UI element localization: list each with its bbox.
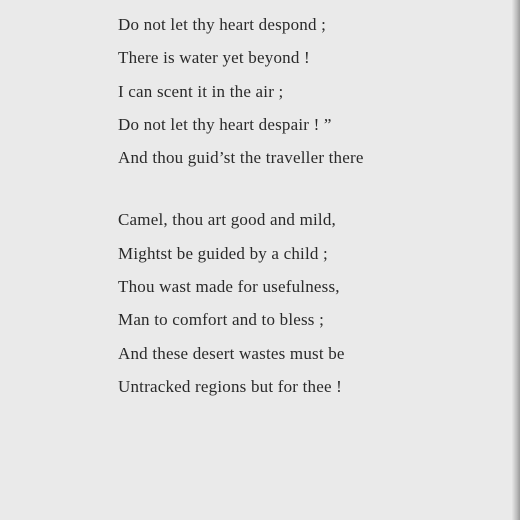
stanza-1 <box>118 13 364 179</box>
poem-line: Camel, thou art good and mild, <box>118 210 336 230</box>
poem-line: Do not let thy heart despond ; <box>118 15 327 34</box>
poem-line: Do not let thy heart despair ! ” <box>118 114 332 134</box>
poem-line: I can scent it in the air ; <box>118 81 284 101</box>
stanza-2 <box>118 208 364 408</box>
poem-line: Man to comfort and to bless ; <box>118 310 324 330</box>
poem-line: There is water yet beyond ! <box>118 48 310 68</box>
poem-line: Untracked regions but for thee ! <box>118 376 343 396</box>
poem-line: Thou wast made for usefulness, <box>118 277 340 297</box>
page-edge-shadow <box>512 0 520 520</box>
poem-line: And these desert wastes must be <box>118 343 345 363</box>
poem <box>118 13 364 408</box>
poem-line: Mightst be guided by a child ; <box>118 243 328 263</box>
stanza-break <box>118 179 364 208</box>
poem-line: And thou guid’st the traveller there <box>118 148 364 168</box>
